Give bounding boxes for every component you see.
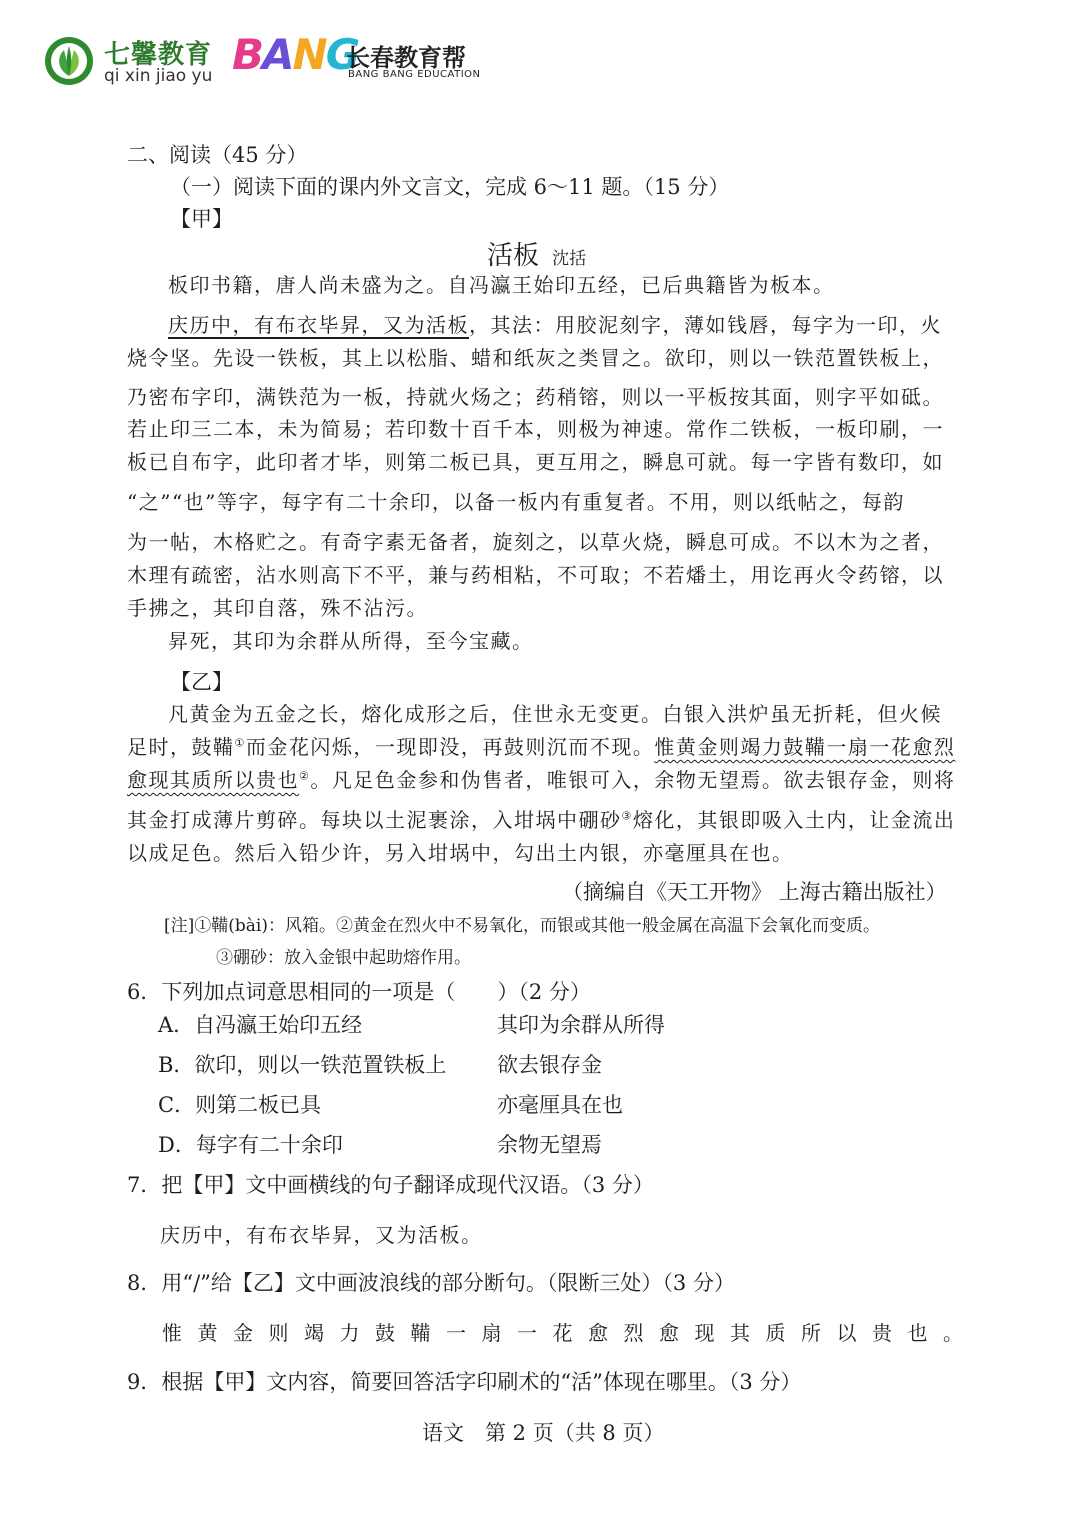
question-6-stem: 6．下列加点词意思相同的一项是（ ）（2 分）	[127, 980, 591, 1004]
jia-label: 【甲】	[170, 207, 233, 231]
yi-label: 【乙】	[170, 670, 233, 694]
qixin-leaf-icon	[44, 36, 94, 86]
question-8-chars: 惟黄金则竭力鼓鞴一扇一花愈烈愈现其质所以贵也。	[162, 1321, 979, 1345]
jia-line-5: 若止印三二本，未为简易；若印数十百千本，则极为神速。常作二铁板，一板印刷，一	[127, 417, 944, 441]
yi-line-5: 以成足色。然后入铅少许，另入坩埚中，勾出土内银，亦毫厘具在也。	[127, 841, 794, 865]
yi-line-3: 愈现其质所以贵也②。凡足色金参和伪售者，唯银可入，余物无望焉。欲去银存金，则将	[127, 768, 956, 792]
bang-logo	[232, 30, 482, 86]
yi-wavy-part-1: 惟黄金则竭力鼓鞴一扇一花愈烈	[654, 735, 956, 759]
q6-option-b-right: 欲去银存金	[497, 1053, 602, 1077]
section-subheading: （一）阅读下面的课内外文言文，完成 6～11 题。（15 分）	[170, 175, 730, 199]
yi-line-4: 其金打成薄片剪碎。每块以土泥裹涂，入坩埚中硼砂③熔化，其银即吸入土内，让金流出	[127, 808, 956, 832]
bang-logo-mark: BANG	[232, 30, 359, 79]
question-7-stem: 7．把【甲】文中画横线的句子翻译成现代汉语。（3 分）	[127, 1173, 654, 1197]
passage-title: 活板	[487, 241, 540, 271]
note-line-1: [注]①鞴(bài)：风箱。②黄金在烈火中不易氧化，而银或其他一般金属在高温下会氧化而变质。	[164, 916, 880, 936]
yi-source: （摘编自《天工开物》 上海古籍出版社）	[562, 880, 947, 904]
jia-line-10: 手拂之，其印自落，殊不沾污。	[127, 596, 428, 620]
q6-option-d-left: D．每字有二十余印	[158, 1133, 343, 1157]
jia-line-9: 木理有疏密，沾水则高下不平，兼与药相粘，不可取；不若燔土，用讫再火令药镕，以	[127, 563, 944, 587]
question-9-stem: 9．根据【甲】文内容，简要回答活字印刷术的“活”体现在哪里。（3 分）	[127, 1370, 802, 1394]
q6-option-d-right: 余物无望焉	[497, 1133, 602, 1157]
page-footer: 语文 第 2 页（共 8 页）	[422, 1421, 665, 1445]
q6-option-c-left: C．则第二板已具	[158, 1093, 322, 1117]
jia-line-4: 乃密布字印，满铁范为一板，持就火炀之；药稍镕，则以一平板按其面，则字平如砥。	[127, 385, 944, 409]
qixin-logo-pinyin: qi xin jiao yu	[104, 66, 213, 86]
question-8-stem: 8．用“/”给【乙】文中画波浪线的部分断句。（限断三处）（3 分）	[127, 1271, 735, 1295]
note-line-2: ③硼砂：放入金银中起助熔作用。	[216, 948, 471, 968]
q6-option-a-right: 其印为余群从所得	[497, 1013, 665, 1037]
jia-line-6: 板已自布字，此印者才毕，则第二板已具，更互用之，瞬息可就。每一字皆有数印，如	[127, 450, 944, 474]
question-7-sentence: 庆历中，有布衣毕昇，又为活板。	[160, 1223, 483, 1247]
jia-underlined-sentence: 庆历中，有布衣毕昇，又为活板	[168, 313, 469, 337]
yi-line-2: 足时，鼓鞴①而金花闪烁，一现即没，再鼓则沉而不现。惟黄金则竭力鼓鞴一扇一花愈烈	[127, 735, 956, 759]
q6-option-a-left: A．自冯瀛王始印五经	[158, 1013, 363, 1037]
jia-line-8: 为一帖，木格贮之。有奇字素无备者，旋刻之，以草火烧，瞬息可成。不以木为之者，	[127, 530, 944, 554]
q6-option-c-right: 亦毫厘具在也	[497, 1093, 623, 1117]
yi-wavy-part-2: 愈现其质所以贵也	[127, 768, 299, 792]
note-marker-3: ③	[621, 809, 633, 823]
qixin-logo-text: 七馨教育	[104, 40, 213, 70]
jia-line-11: 昇死，其印为余群从所得，至今宝藏。	[168, 629, 534, 653]
q6-option-b-left: B．欲印，则以一铁范置铁板上	[158, 1053, 447, 1077]
jia-line-3: 烧令坚。先设一铁板，其上以松脂、蜡和纸灰之类冒之。欲印，则以一铁范置铁板上，	[127, 346, 944, 370]
passage-title-row	[487, 235, 586, 272]
jia-line-2: 庆历中，有布衣毕昇，又为活板，其法：用胶泥刻字，薄如钱唇，每字为一印，火	[168, 313, 942, 337]
jia-line-7: “之”“也”等字，每字有二十余印，以备一板内有重复者。不用，则以纸帖之，每韵	[127, 490, 905, 514]
yi-line-1: 凡黄金为五金之长，熔化成形之后，住世永无变更。白银入洪炉虽无折耗，但火候	[168, 702, 942, 726]
section-heading: 二、阅读（45 分）	[127, 143, 308, 167]
bang-logo-text: 长春教育帮	[346, 44, 466, 72]
bang-logo-subtext: BANG BANG EDUCATION	[348, 69, 481, 80]
note-marker-1: ①	[234, 736, 246, 750]
note-marker-2: ②	[299, 769, 311, 783]
passage-author: 沈括	[552, 249, 587, 269]
jia-line-1: 板印书籍，唐人尚未盛为之。自冯瀛王始印五经，已后典籍皆为板本。	[168, 273, 835, 297]
